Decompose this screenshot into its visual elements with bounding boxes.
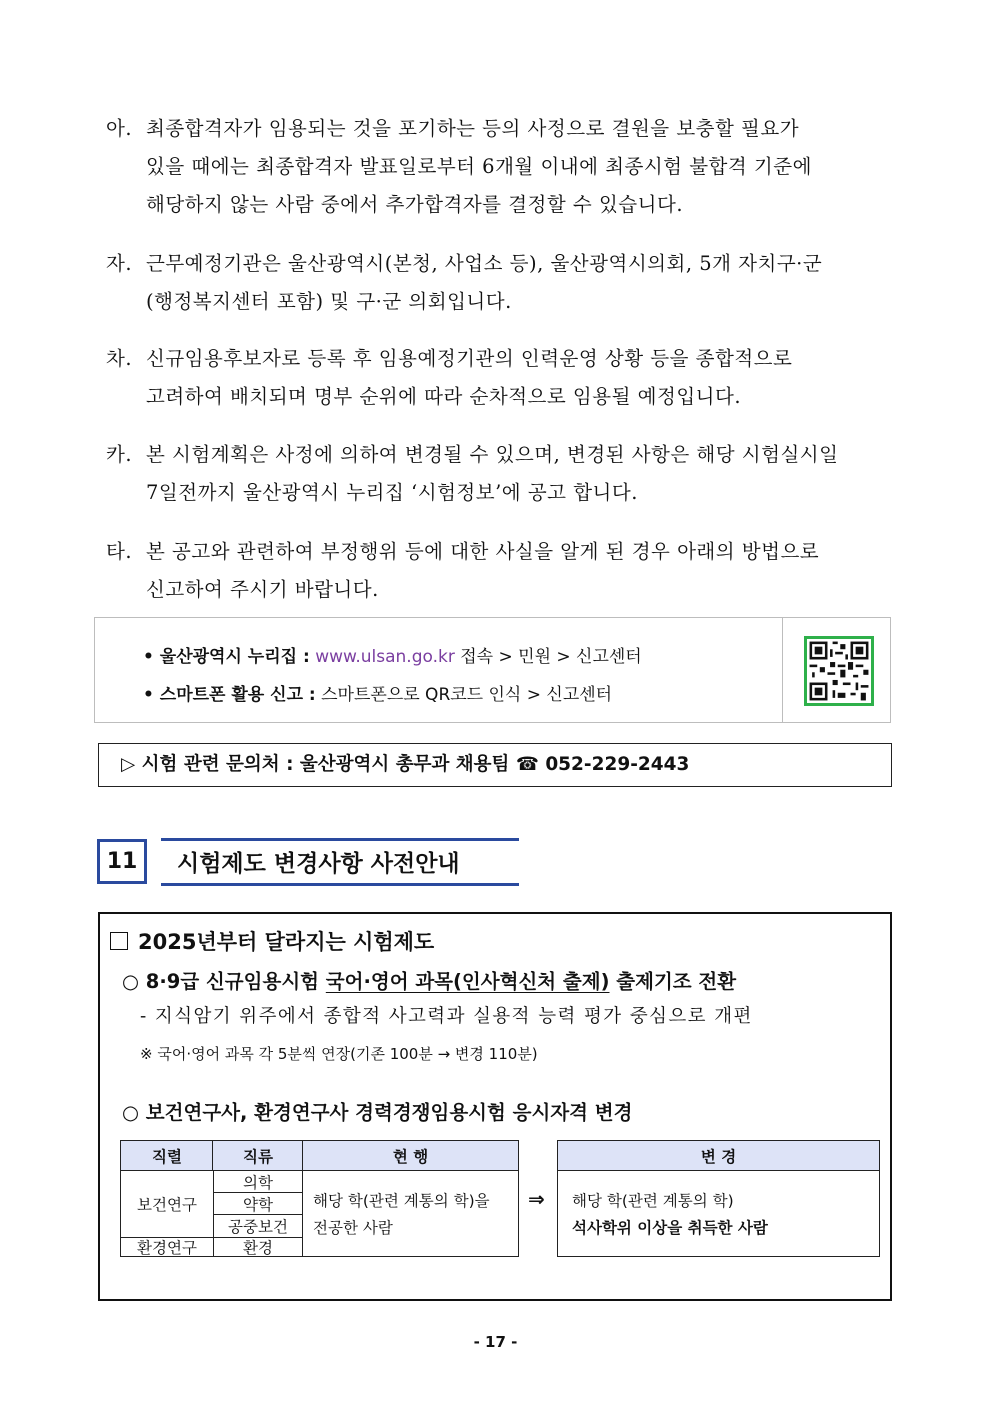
- paragraph-line: 있을 때에는 최종합격자 발표일로부터 6개월 이내에 최종시험 불합격 기준에: [146, 155, 812, 178]
- paragraph-line: 본 공고와 관련하여 부정행위 등에 대한 사실을 알게 된 경우 아래의 방법으로: [146, 540, 820, 563]
- report-web-line: [143, 642, 642, 667]
- report-web-label: • 울산광역시 누리집 :: [143, 647, 310, 667]
- item1-underlined: 국어·영어 과목(인사혁신처 출제): [325, 970, 610, 993]
- report-phone-label: • 스마트폰 활용 신고 :: [143, 685, 316, 705]
- changed-line-1: 해당 학(관련 계통의 학): [572, 1192, 734, 1210]
- cell-changed-requirement: [557, 1171, 880, 1257]
- cell-current-requirement: [302, 1171, 519, 1257]
- paragraph-line: 7일전까지 울산광역시 누리집 ‘시험정보’에 공고 합니다.: [146, 481, 638, 504]
- paragraph-marker: 아.: [106, 117, 133, 140]
- contact-info-box: ▷ 시험 관련 문의처 : 울산광역시 총무과 채용팀 ☎ 052-229-2443: [98, 743, 892, 787]
- change-item-1: [122, 966, 736, 994]
- cell-field-environment: 환경: [213, 1237, 303, 1257]
- cell-series-env: 환경연구: [120, 1237, 214, 1257]
- paragraph-line: 본 시험계획은 사정에 의하여 변경될 수 있으며, 변경된 사항은 해당 시험실시일: [146, 443, 839, 466]
- cell-field-pharmacy: 약학: [213, 1193, 303, 1215]
- ulsan-website-link[interactable]: www.ulsan.go.kr: [315, 647, 455, 667]
- page-number: - 17 -: [473, 1333, 518, 1351]
- cell-field-medicine: 의학: [213, 1171, 303, 1193]
- paragraph-ta: [106, 533, 906, 609]
- paragraph-line: 근무예정기관은 울산광역시(본청, 사업소 등), 울산광역시의회, 5개 자치구·군: [146, 252, 823, 275]
- changed-line-2: 석사학위 이상을 취득한 사람: [572, 1219, 768, 1237]
- box-divider: [782, 618, 783, 722]
- box-heading: [110, 926, 434, 956]
- change-item-1-detail: - 지식암기 위주에서 종합적 사고력과 실용적 능력 평가 중심으로 개편: [140, 1006, 753, 1027]
- section-title: 시험제도 변경사항 사전안내: [177, 851, 460, 877]
- header-current: 현 행: [302, 1140, 519, 1171]
- header-changed: 변 경: [557, 1140, 880, 1171]
- paragraph-a: [106, 110, 906, 224]
- item1-prefix: ○ 8·9급 신규임용시험: [122, 970, 326, 993]
- report-phone-path: 스마트폰으로 QR코드 인식 > 신고센터: [321, 685, 613, 705]
- paragraph-line: 신고하여 주시기 바랍니다.: [146, 578, 379, 601]
- exam-change-box: [98, 912, 892, 1301]
- paragraph-line: 해당하지 않는 사람 중에서 추가합격자를 결정할 수 있습니다.: [146, 193, 684, 216]
- box-heading-text: 2025년부터 달라지는 시험제도: [138, 930, 435, 954]
- paragraph-line: (행정복지센터 포함) 및 구·군 의회입니다.: [146, 290, 512, 313]
- report-method-box: [94, 617, 891, 723]
- change-item-1-note: ※ 국어·영어 과목 각 5분씩 연장(기존 100분 → 변경 110분): [140, 1045, 538, 1063]
- cell-field-publichealth: 공중보건: [228, 1218, 288, 1236]
- paragraph-cha: [106, 340, 906, 416]
- header-series: 직렬: [120, 1140, 214, 1171]
- item1-suffix: 출제기조 전환: [609, 970, 737, 993]
- paragraph-ja: [106, 245, 906, 321]
- header-field: 직류: [212, 1140, 304, 1171]
- paragraph-line: 고려하여 배치되며 명부 순위에 따라 순차적으로 임용될 예정입니다.: [146, 385, 742, 408]
- paragraph-line: 최종합격자가 임용되는 것을 포기하는 등의 사정으로 결원을 보충할 필요가: [146, 117, 800, 140]
- right-double-arrow-icon: ⇒: [528, 1187, 545, 1211]
- report-phone-line: [143, 680, 612, 705]
- report-web-path: 접속 > 민원 > 신고센터: [460, 647, 642, 667]
- qr-code-icon[interactable]: [804, 636, 874, 706]
- paragraph-marker: 타.: [106, 540, 133, 563]
- paragraph-marker: 차.: [106, 347, 133, 370]
- paragraph-marker: 자.: [106, 252, 133, 275]
- current-line-2: 전공한 사람: [313, 1219, 393, 1237]
- paragraph-marker: 카.: [106, 443, 133, 466]
- section-title-bar: [161, 838, 519, 886]
- paragraph-line: 신규임용후보자로 등록 후 임용예정기관의 인력운영 상황 등을 종합적으로: [146, 347, 793, 370]
- section-number: 11: [97, 839, 147, 884]
- change-item-2: ○ 보건연구사, 환경연구사 경력경쟁임용시험 응시자격 변경: [122, 1101, 633, 1124]
- paragraph-ka: [106, 436, 906, 512]
- checkbox-square-icon: [110, 932, 128, 950]
- cell-series-health: 보건연구: [120, 1171, 214, 1237]
- current-line-1: 해당 학(관련 계통의 학)을: [313, 1192, 490, 1210]
